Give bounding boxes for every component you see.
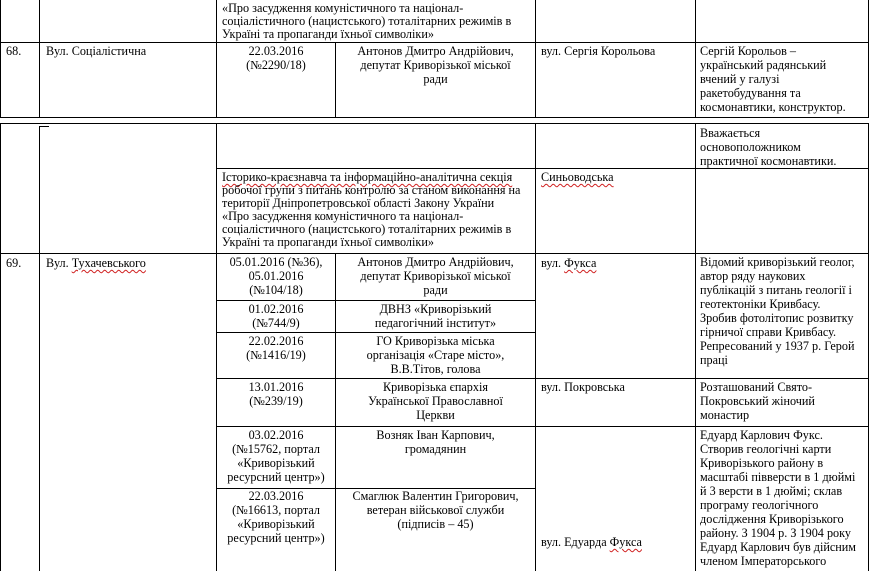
row-divider	[0, 123, 869, 124]
justification-line: Едуард Карлович Фукс.	[700, 428, 823, 442]
date-line: 05.01.2016	[248, 269, 304, 283]
street-old-name: Вул. Тухачевського	[46, 256, 146, 270]
section-line: соціалістичного (нацистського) тоталітарних режимів в	[222, 222, 512, 236]
date-line: (№744/9)	[252, 316, 300, 330]
initiator-line: ради	[423, 72, 448, 86]
date-line: (№2290/18)	[246, 58, 306, 72]
date-line: (№16613, портал	[232, 503, 320, 517]
section-line: території Дніпропетровської області Закону України	[222, 196, 495, 210]
justification-line: Відомий криворізький геолог,	[700, 255, 855, 269]
date-line: (№104/18)	[249, 283, 303, 297]
col-divider	[695, 123, 696, 571]
row-divider	[40, 126, 49, 127]
date-line: 05.01.2016 (№36),	[229, 255, 323, 269]
row-divider	[216, 426, 869, 427]
proposed-name: вул. Фукса	[541, 256, 597, 270]
justification-line: практичної космонавтики.	[700, 154, 837, 168]
initiator-line: Церкви	[416, 408, 455, 422]
justification-line: й 3 версти в 1 дюймі; склав	[700, 484, 843, 498]
justification-line: геотектоніки Кривбасу.	[700, 297, 821, 311]
col-divider	[535, 0, 536, 118]
proposed-name: вул. Покровська	[541, 380, 625, 394]
law-title-line: Україні та пропаганди їхньої символіки»	[222, 27, 434, 41]
justification-line: членом Імператорського	[700, 554, 827, 568]
row-number: 68.	[6, 44, 22, 58]
date-line: 01.02.2016	[248, 302, 304, 316]
justification-line: масштабі півверсти в 1 дюймі	[700, 470, 856, 484]
justification-line: Покровський жіночий	[700, 394, 815, 408]
date-line: 22.02.2016	[248, 334, 304, 348]
date-line: ресурсний центр»)	[227, 470, 325, 484]
justification-line: ракетобудування та	[700, 86, 801, 100]
justification-line: гірничої справи Кривбасу.	[700, 325, 837, 339]
justification-line: космонавтики, конструктор.	[700, 100, 846, 114]
row-divider	[0, 117, 869, 118]
initiator-line: Антонов Дмитро Андрійович,	[357, 44, 514, 58]
initiator-line: ГО Криворізька міська	[376, 334, 495, 348]
initiator-line: В.В.Тітов, голова	[390, 362, 481, 376]
date-line: «Криворізький	[237, 456, 315, 470]
row-divider	[216, 332, 536, 333]
col-divider	[0, 0, 1, 118]
justification-line: монастир	[700, 408, 750, 422]
col-divider	[0, 123, 1, 571]
proposed-name: вул. Сергія Корольова	[541, 44, 656, 58]
initiator-line: педагогічний інститут»	[374, 316, 497, 330]
justification-line: Едуард Карлович був дійсним	[700, 540, 857, 554]
date-line: 22.03.2016	[248, 489, 304, 503]
justification-line: вчений у галузі	[700, 72, 780, 86]
law-title-line: соціалістичного (нацистського) тоталітарних режимів в	[222, 14, 512, 28]
section-proposed-name: Синьоводська	[541, 170, 614, 184]
street-old-name: Вул. Соціалістична	[46, 44, 147, 58]
date-line: 13.01.2016	[248, 380, 304, 394]
date-line: «Криворізький	[237, 517, 315, 531]
initiator-line: ДВНЗ «Криворізький	[379, 302, 492, 316]
row-number: 69.	[6, 256, 22, 270]
justification-line: Репресований у 1937 р. Герой	[700, 339, 855, 353]
date-line: (№1416/19)	[246, 348, 306, 362]
initiator-line: (підписів – 45)	[397, 517, 474, 531]
initiator-line: депутат Криворізької міської	[360, 58, 511, 72]
date-line: 22.03.2016	[248, 44, 304, 58]
section-line: робочої групи з питань контролю за станом виконання на	[222, 183, 521, 197]
justification-line: дослідження Криворізького	[700, 512, 844, 526]
initiator-line: Криворізька єпархія	[383, 380, 488, 394]
justification-line: автор ряду наукових	[700, 269, 806, 283]
justification-line: основоположником	[700, 140, 801, 154]
law-title-line: «Про засудження комуністичного та націонал-	[222, 1, 464, 15]
col-divider	[695, 0, 696, 118]
justification-line: Розташований Свято-	[700, 380, 813, 394]
initiator-line: Антонов Дмитро Андрійович,	[357, 255, 514, 269]
date-line: ресурсний центр»)	[227, 531, 325, 545]
row-divider	[0, 253, 869, 254]
initiator-line: організація «Старе місто»,	[366, 348, 505, 362]
justification-line: Створив геологічні карти	[700, 442, 832, 456]
row-divider	[216, 378, 869, 379]
col-divider	[39, 126, 40, 571]
justification-line: публікацій з питань геології і	[700, 283, 852, 297]
justification-line: Вважається	[700, 126, 761, 140]
section-line: Історико-краєзнавча та інформаційно-аналітична секція	[222, 170, 513, 184]
initiator-line: Української Православної	[368, 394, 503, 408]
justification-line: програму геологічного	[700, 498, 819, 512]
initiator-line: депутат Криворізької міської	[360, 269, 511, 283]
justification-line: праці	[700, 353, 728, 367]
date-line: 03.02.2016	[248, 428, 304, 442]
justification-line: український радянський	[700, 58, 827, 72]
initiator-line: ради	[423, 283, 448, 297]
date-line: (№15762, портал	[232, 442, 320, 456]
date-line: (№239/19)	[249, 394, 303, 408]
col-divider	[39, 0, 40, 118]
section-line: Україні та пропаганди їхньої символіки»	[222, 235, 434, 249]
justification-line: Зробив фотолітопис розвитку	[700, 311, 854, 325]
row-divider	[216, 300, 536, 301]
justification-line: Сергій Корольов –	[700, 44, 797, 58]
col-divider	[535, 123, 536, 571]
section-line: «Про засудження комуністичного та націонал-	[222, 209, 464, 223]
justification-line: Криворізького району в	[700, 456, 824, 470]
initiator-line: Возняк Іван Карпович,	[376, 428, 495, 442]
proposed-name: вул. Едуарда Фукса	[541, 535, 642, 549]
initiator-line: громадянин	[404, 442, 467, 456]
justification-line: району. З 1904 р. З 1904 року	[700, 526, 851, 540]
initiator-line: ветеран військової служби	[366, 503, 505, 517]
row-divider	[0, 42, 869, 43]
initiator-line: Смаглюк Валентин Григорович,	[352, 489, 519, 503]
